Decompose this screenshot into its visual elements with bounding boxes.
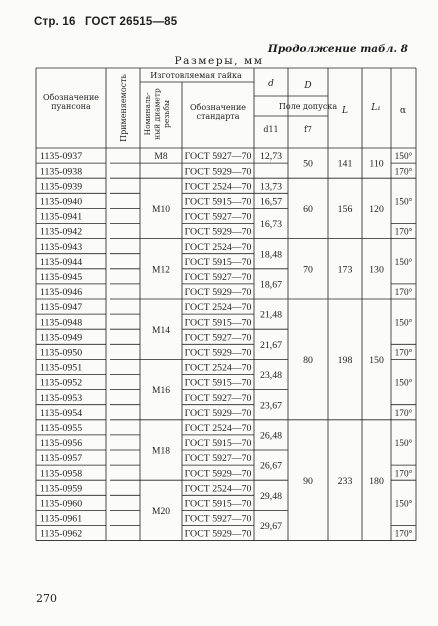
cell-alpha: 150° <box>394 378 413 389</box>
cell-thread-diameter: M16 <box>152 386 170 397</box>
cell-designation: 1135-0940 <box>40 196 83 208</box>
header-L: L <box>342 106 348 116</box>
cell-d: 18,48 <box>259 249 283 261</box>
cell-standard: ГОСТ 5927—70 <box>184 513 252 525</box>
cell-d: 13,73 <box>259 181 283 193</box>
cell-D: 60 <box>303 204 313 215</box>
cell-designation: 1135-0952 <box>40 377 83 389</box>
cell-alpha: 150° <box>394 152 413 163</box>
cell-designation: 1135-0950 <box>40 347 83 359</box>
cell-alpha: 170° <box>394 469 413 480</box>
cell-standard: ГОСТ 5927—70 <box>184 453 252 465</box>
cell-thread-diameter: M10 <box>152 205 170 215</box>
cell-standard: ГОСТ 2524—70 <box>184 483 252 495</box>
cell-designation: 1135-0961 <box>40 513 83 525</box>
cell-alpha: 150° <box>394 257 413 268</box>
cell-d: 12,73 <box>259 151 283 163</box>
cell-designation: 1135-0942 <box>40 226 83 238</box>
continuation-note: Продолжение табл. 8 <box>267 43 408 55</box>
header-designation: Обозначение <box>42 93 100 102</box>
cell-standard: ГОСТ 5915—70 <box>184 377 252 389</box>
cell-alpha: 170° <box>394 529 413 540</box>
cell-L: 156 <box>337 204 353 215</box>
page-header <box>34 16 183 28</box>
cell-standard: ГОСТ 2524—70 <box>184 181 252 193</box>
cell-alpha: 150° <box>394 499 413 510</box>
cell-standard: ГОСТ 5927—70 <box>184 272 252 283</box>
cell-standard: ГОСТ 5915—70 <box>184 317 252 329</box>
header-nominal-diameter: резьбы <box>162 100 171 128</box>
cell-standard: ГОСТ 5929—70 <box>184 468 252 480</box>
cell-designation: 1135-0947 <box>40 302 83 314</box>
header-D: D <box>304 81 312 91</box>
cell-designation: 1135-0962 <box>40 528 83 540</box>
cell-standard: ГОСТ 5927—70 <box>184 332 252 344</box>
page-number: 270 <box>36 592 57 605</box>
header-d11: d11 <box>263 125 279 134</box>
cell-designation: 1135-0943 <box>40 241 83 253</box>
cell-alpha: 170° <box>394 227 413 238</box>
cell-designation: 1135-0954 <box>40 407 83 419</box>
cell-D: 90 <box>303 475 313 487</box>
cell-designation: 1135-0941 <box>40 211 83 223</box>
cell-standard: ГОСТ 5929—70 <box>184 226 252 238</box>
cell-designation: 1135-0945 <box>40 272 83 283</box>
cell-standard: ГОСТ 5929—70 <box>184 347 252 359</box>
header-tolerance-field: Поле допуска <box>278 102 338 111</box>
cell-designation: 1135-0958 <box>40 468 83 480</box>
cell-d: 21,67 <box>259 339 283 351</box>
cell-thread-diameter: M8 <box>154 152 168 163</box>
header-applicability: Применяемость <box>119 74 128 142</box>
cell-thread-diameter: M14 <box>152 325 170 336</box>
cell-standard: ГОСТ 5929—70 <box>184 528 252 540</box>
cell-alpha: 170° <box>394 167 413 178</box>
cell-D: 80 <box>303 355 313 366</box>
cell-L: 141 <box>337 158 353 170</box>
cell-L1: 120 <box>369 204 384 215</box>
cell-d: 18,67 <box>259 279 283 291</box>
cell-designation: 1135-0938 <box>40 166 83 178</box>
cell-d: 23,67 <box>259 400 283 412</box>
cell-alpha: 170° <box>394 288 413 299</box>
cell-designation: 1135-0937 <box>40 151 83 163</box>
cell-d: 16,57 <box>259 196 283 208</box>
cell-d: 26,48 <box>259 430 283 442</box>
header-nominal-diameter: ный диаметр <box>152 88 162 140</box>
cell-designation: 1135-0944 <box>40 256 83 268</box>
cell-L1: 180 <box>369 475 384 487</box>
cell-standard: ГОСТ 5915—70 <box>184 256 252 268</box>
header-d: d <box>268 79 274 89</box>
cell-L1: 130 <box>369 264 384 276</box>
cell-designation: 1135-0959 <box>40 483 83 495</box>
cell-standard: ГОСТ 2524—70 <box>184 423 252 434</box>
cell-d: 29,48 <box>259 490 283 502</box>
header-standard: Обозначение <box>189 103 247 112</box>
standard-code: ГОСТ 26515—85 <box>84 16 178 28</box>
cell-d: 21,48 <box>259 309 283 321</box>
cell-alpha: 150° <box>394 197 413 208</box>
cell-alpha: 150° <box>394 318 413 329</box>
cell-d: 16,73 <box>259 219 283 231</box>
cell-designation: 1135-0946 <box>40 287 83 299</box>
cell-thread-diameter: M12 <box>152 265 170 276</box>
cell-L1: 110 <box>369 158 384 170</box>
header-alpha: α <box>399 106 407 116</box>
cell-d: 29,67 <box>259 521 283 533</box>
cell-d: 26,67 <box>259 460 283 472</box>
cell-alpha: 170° <box>394 408 413 419</box>
cell-standard: ГОСТ 5915—70 <box>184 498 252 510</box>
header-designation: пуансона <box>51 102 91 111</box>
cell-thread-diameter: M18 <box>152 446 170 457</box>
cell-designation: 1135-0949 <box>40 332 83 344</box>
cell-L: 198 <box>337 355 353 366</box>
cell-standard: ГОСТ 5929—70 <box>184 407 252 419</box>
cell-standard: ГОСТ 2524—70 <box>184 302 252 314</box>
cell-L: 173 <box>337 264 353 276</box>
dimensions-table <box>36 68 416 538</box>
units-caption: Размеры, мм <box>174 55 264 67</box>
cell-designation: 1135-0955 <box>40 423 83 434</box>
cell-designation: 1135-0939 <box>40 181 83 193</box>
page-label: Стр. 16 <box>34 16 76 28</box>
cell-standard: ГОСТ 5927—70 <box>184 151 252 163</box>
cell-alpha: 170° <box>394 348 413 359</box>
cell-designation: 1135-0948 <box>40 317 83 329</box>
cell-standard: ГОСТ 5929—70 <box>184 166 252 178</box>
cell-standard: ГОСТ 5915—70 <box>184 196 252 208</box>
cell-designation: 1135-0951 <box>40 362 83 374</box>
cell-alpha: 150° <box>394 439 413 450</box>
cell-thread-diameter: M20 <box>152 507 170 517</box>
cell-standard: ГОСТ 5927—70 <box>184 392 252 404</box>
header-L1: L₁ <box>371 103 381 113</box>
header-nut-group: Изготовляемая гайка <box>150 71 242 80</box>
cell-d: 23,48 <box>259 370 283 382</box>
cell-standard: ГОСТ 2524—70 <box>184 241 252 253</box>
cell-standard: ГОСТ 5915—70 <box>184 438 252 450</box>
cell-standard: ГОСТ 2524—70 <box>184 362 252 374</box>
cell-L1: 150 <box>369 355 384 366</box>
header-f7: f7 <box>303 125 313 134</box>
cell-standard: ГОСТ 5927—70 <box>184 211 252 223</box>
cell-designation: 1135-0956 <box>40 438 83 450</box>
cell-D: 70 <box>303 264 313 276</box>
header-standard: стандарта <box>196 112 240 121</box>
cell-L: 233 <box>337 475 353 487</box>
cell-D: 50 <box>303 158 313 170</box>
cell-designation: 1135-0953 <box>40 392 83 404</box>
cell-designation: 1135-0957 <box>40 453 83 465</box>
header-nominal-diameter: Номиналь- <box>143 92 152 136</box>
cell-designation: 1135-0960 <box>40 498 83 510</box>
cell-standard: ГОСТ 5929—70 <box>184 287 252 299</box>
